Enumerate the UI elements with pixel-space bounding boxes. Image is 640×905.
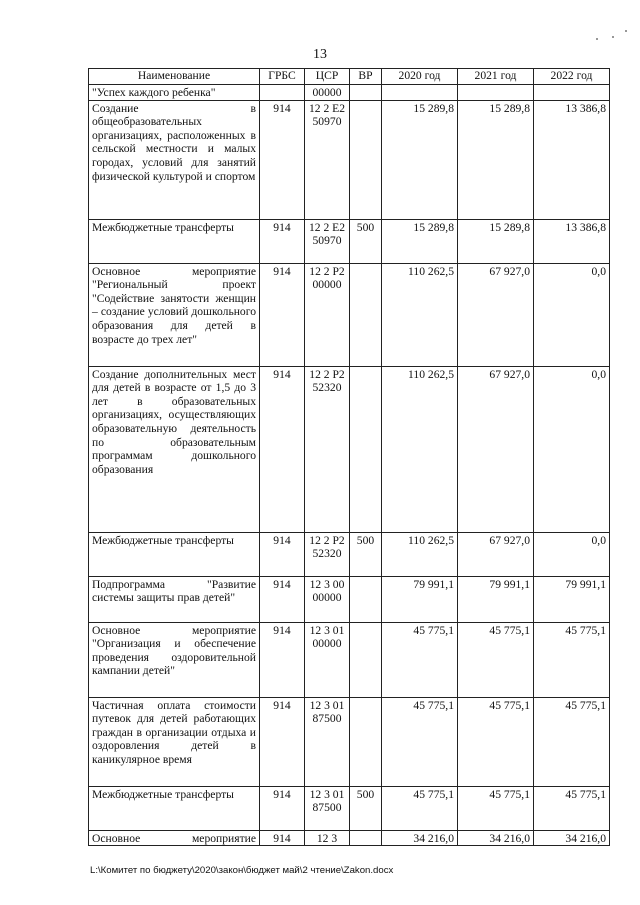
row-2022: 13 386,8 xyxy=(534,100,610,219)
row-2021: 67 927,0 xyxy=(458,263,534,366)
page-number: 13 xyxy=(313,47,327,62)
row-csr: 12 3 01 87500 xyxy=(305,786,350,830)
row-grbs: 914 xyxy=(260,263,305,366)
row-2022: 45 775,1 xyxy=(534,697,610,786)
row-2021: 67 927,0 xyxy=(458,366,534,532)
row-2021: 79 991,1 xyxy=(458,576,534,622)
table-row xyxy=(89,219,610,263)
table-row xyxy=(89,786,610,830)
row-2020: 34 216,0 xyxy=(382,830,458,846)
header-2020: 2020 год xyxy=(382,69,458,85)
row-grbs: 914 xyxy=(260,576,305,622)
row-vr xyxy=(350,366,382,532)
row-csr: 12 2 Р2 52320 xyxy=(305,366,350,532)
row-2020: 110 262,5 xyxy=(382,366,458,532)
row-2021: 34 216,0 xyxy=(458,830,534,846)
row-vr xyxy=(350,100,382,219)
row-2022: 0,0 xyxy=(534,532,610,576)
table-row xyxy=(89,85,610,101)
row-grbs: 914 xyxy=(260,830,305,846)
table-row xyxy=(89,532,610,576)
header-vr: ВР xyxy=(350,69,382,85)
row-grbs xyxy=(260,85,305,101)
row-2021: 15 289,8 xyxy=(458,100,534,219)
header-name: Наименование xyxy=(89,69,260,85)
row-grbs: 914 xyxy=(260,366,305,532)
row-csr: 12 3 01 87500 xyxy=(305,697,350,786)
row-csr: 12 2 Р2 00000 xyxy=(305,263,350,366)
table-row xyxy=(89,622,610,697)
table-row xyxy=(89,830,610,846)
row-vr: 500 xyxy=(350,786,382,830)
budget-table xyxy=(88,68,610,846)
row-name: Создание в общеобразовательных организациях, расположенных в сельской местности и малых городах, условий для занятий физической культурой и спортом xyxy=(89,100,260,219)
row-2020: 79 991,1 xyxy=(382,576,458,622)
scan-speck xyxy=(596,38,598,40)
row-2021: 45 775,1 xyxy=(458,697,534,786)
table-row xyxy=(89,576,610,622)
row-name: Частичная оплата стоимости путевок для детей работающих граждан в организации отдыха и оздоровления детей в каникулярное время xyxy=(89,697,260,786)
row-vr: 500 xyxy=(350,532,382,576)
row-name: "Успех каждого ребенка" xyxy=(89,85,260,101)
row-2022: 79 991,1 xyxy=(534,576,610,622)
table-row xyxy=(89,263,610,366)
row-vr xyxy=(350,697,382,786)
row-2022: 34 216,0 xyxy=(534,830,610,846)
row-2020: 45 775,1 xyxy=(382,697,458,786)
header-2021: 2021 год xyxy=(458,69,534,85)
row-grbs: 914 xyxy=(260,622,305,697)
scan-speck xyxy=(625,30,627,32)
row-vr xyxy=(350,830,382,846)
row-csr: 12 3 01 00000 xyxy=(305,622,350,697)
row-grbs: 914 xyxy=(260,697,305,786)
row-name: Основное мероприятие xyxy=(89,830,260,846)
row-2020: 15 289,8 xyxy=(382,219,458,263)
scan-speck xyxy=(612,36,614,38)
row-2020: 110 262,5 xyxy=(382,532,458,576)
row-2022: 13 386,8 xyxy=(534,219,610,263)
row-csr: 12 2 Е2 50970 xyxy=(305,219,350,263)
row-vr: 500 xyxy=(350,219,382,263)
table-header-row xyxy=(89,69,610,85)
header-csr: ЦСР xyxy=(305,69,350,85)
row-grbs: 914 xyxy=(260,219,305,263)
row-2021: 67 927,0 xyxy=(458,532,534,576)
row-csr: 12 3 xyxy=(305,830,350,846)
row-grbs: 914 xyxy=(260,786,305,830)
row-csr: 12 3 00 00000 xyxy=(305,576,350,622)
row-2022: 0,0 xyxy=(534,366,610,532)
row-vr xyxy=(350,263,382,366)
row-name: Основное мероприятие "Региональный проект "Содействие занятости женщин – создание условий дошкольного образования для детей в возрасте до трех лет" xyxy=(89,263,260,366)
row-2020: 45 775,1 xyxy=(382,622,458,697)
row-grbs: 914 xyxy=(260,100,305,219)
file-path-footer: L:\Комитет по бюджету\2020\закон\бюджет май\2 чтение\Zakon.docx xyxy=(90,865,394,876)
row-name: Создание дополнительных мест для детей в возрасте от 1,5 до 3 лет в образовательных организациях, осуществляющих образовательную деятельность по образовательным программам дошкольного образования xyxy=(89,366,260,532)
row-2020: 15 289,8 xyxy=(382,100,458,219)
row-name: Подпрограмма "Развитие системы защиты прав детей" xyxy=(89,576,260,622)
row-2021: 45 775,1 xyxy=(458,622,534,697)
table-row xyxy=(89,366,610,532)
header-grbs: ГРБС xyxy=(260,69,305,85)
row-2020: 45 775,1 xyxy=(382,786,458,830)
row-2022 xyxy=(534,85,610,101)
row-grbs: 914 xyxy=(260,532,305,576)
row-csr: 12 2 Р2 52320 xyxy=(305,532,350,576)
row-csr: 12 2 Е2 50970 xyxy=(305,100,350,219)
table-row xyxy=(89,100,610,219)
row-name: Основное мероприятие "Организация и обеспечение проведения оздоровительной кампании детей" xyxy=(89,622,260,697)
row-name: Межбюджетные трансферты xyxy=(89,532,260,576)
row-vr xyxy=(350,576,382,622)
row-name: Межбюджетные трансферты xyxy=(89,786,260,830)
row-vr xyxy=(350,85,382,101)
row-csr: 00000 xyxy=(305,85,350,101)
row-vr xyxy=(350,622,382,697)
row-2021: 45 775,1 xyxy=(458,786,534,830)
row-2022: 0,0 xyxy=(534,263,610,366)
row-name: Межбюджетные трансферты xyxy=(89,219,260,263)
row-2020: 110 262,5 xyxy=(382,263,458,366)
table-row xyxy=(89,697,610,786)
row-2021 xyxy=(458,85,534,101)
row-2022: 45 775,1 xyxy=(534,786,610,830)
header-2022: 2022 год xyxy=(534,69,610,85)
row-2022: 45 775,1 xyxy=(534,622,610,697)
row-2020 xyxy=(382,85,458,101)
row-2021: 15 289,8 xyxy=(458,219,534,263)
